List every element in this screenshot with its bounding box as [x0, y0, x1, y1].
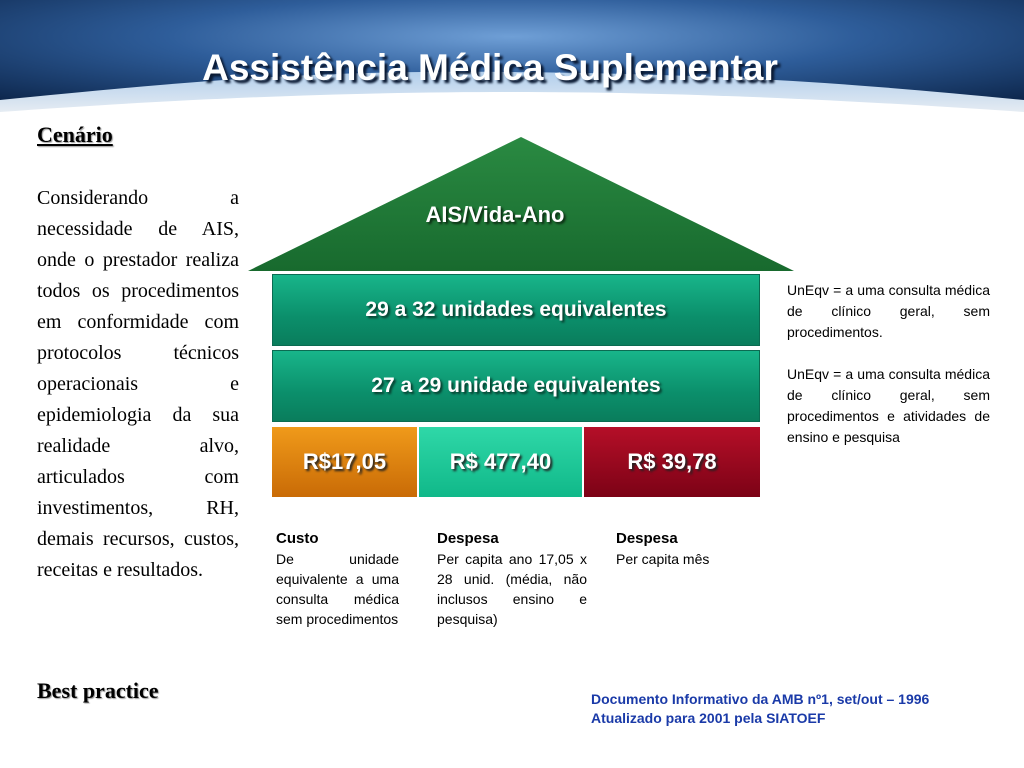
- scenario-heading: Cenário: [37, 122, 113, 147]
- caption-monthly: [616, 529, 756, 569]
- units-band-upper: 29 a 32 unidades equivalentes: [272, 274, 760, 346]
- units-band-lower: 27 a 29 unidade equivalentes: [272, 350, 760, 422]
- source-line: Atualizado para 2001 pela SIATOEF: [591, 710, 826, 726]
- caption-title: Custo: [276, 530, 319, 547]
- page-title: Assistência Médica Suplementar: [202, 47, 778, 88]
- source-citation: [591, 690, 929, 728]
- caption-text: De unidade equivalente a uma consulta médica sem procedimentos: [276, 551, 399, 627]
- price-unit-cost: R$17,05: [272, 427, 417, 497]
- price-monthly-per-capita: R$ 39,78: [584, 427, 760, 497]
- source-line: Documento Informativo da AMB nº1, set/out – 1996: [591, 691, 930, 707]
- scenario-body: Considerando a necessidade de AIS, onde o prestador realiza todos os procedimentos em conformidade com protocolos técnicos operacionais e epidemiologia da sua realidade alvo, articulados com investimentos, RH, demais recursos, custos, receitas e resultados.: [37, 187, 239, 581]
- caption-annual: [437, 529, 587, 629]
- caption-text: Per capita mês: [616, 551, 710, 567]
- roof-label: AIS/Vida-Ano: [425, 202, 565, 227]
- side-note-lower: UnEqv = a uma consulta médica de clínico geral, sem procedimentos e atividades de ensino e pesquisa: [787, 366, 990, 445]
- caption-title: Despesa: [437, 530, 499, 547]
- caption-text: Per capita ano 17,05 x 28 unid. (média, não inclusos ensino e pesquisa): [437, 551, 587, 627]
- caption-unit-cost: [276, 529, 399, 629]
- best-practice-heading: Best practice: [37, 678, 159, 703]
- side-note-upper: UnEqv = a uma consulta médica de clínico geral, sem procedimentos.: [787, 282, 990, 340]
- caption-title: Despesa: [616, 530, 678, 547]
- price-annual-per-capita: R$ 477,40: [419, 427, 582, 497]
